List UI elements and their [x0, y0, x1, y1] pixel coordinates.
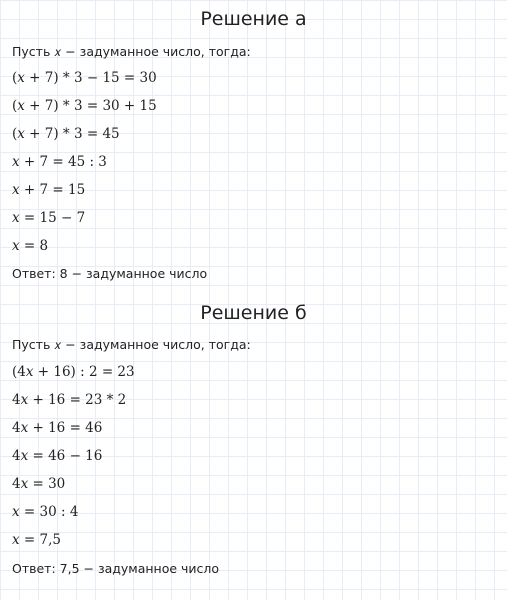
- solution-b-step-2: 4𝑥 + 16 = 23 * 2: [12, 392, 127, 408]
- solution-b-step-5: 4𝑥 = 30: [12, 476, 66, 492]
- solution-b-step-7: 𝑥 = 7,5: [12, 532, 61, 548]
- solution-a-step-5: 𝑥 + 7 = 15: [12, 182, 86, 198]
- solution-a-intro: Пусть 𝑥 − задуманное число, тогда:: [12, 44, 251, 59]
- solution-b-step-6: 𝑥 = 30 : 4: [12, 504, 79, 520]
- solution-a-title: Решение а: [200, 8, 307, 30]
- solution-b-title: Решение б: [200, 302, 307, 324]
- solution-a-step-3: (𝑥 + 7) * 3 = 45: [12, 126, 120, 142]
- solution-a-step-7: 𝑥 = 8: [12, 238, 49, 254]
- solution-b-step-1: (4𝑥 + 16) : 2 = 23: [12, 364, 135, 380]
- solution-a-step-6: 𝑥 = 15 − 7: [12, 210, 86, 226]
- solution-a-step-1: (𝑥 + 7) * 3 − 15 = 30: [12, 70, 157, 86]
- solution-a-step-4: 𝑥 + 7 = 45 : 3: [12, 154, 107, 170]
- solution-a-answer: Ответ: 8 − задуманное число: [12, 266, 208, 281]
- solution-b-step-4: 4𝑥 = 46 − 16: [12, 448, 103, 464]
- solution-b-answer: Ответ: 7,5 − задуманное число: [12, 561, 220, 576]
- solution-b-step-3: 4𝑥 + 16 = 46: [12, 420, 103, 436]
- solution-b-intro: Пусть 𝑥 − задуманное число, тогда:: [12, 337, 251, 352]
- solution-a-step-2: (𝑥 + 7) * 3 = 30 + 15: [12, 98, 157, 114]
